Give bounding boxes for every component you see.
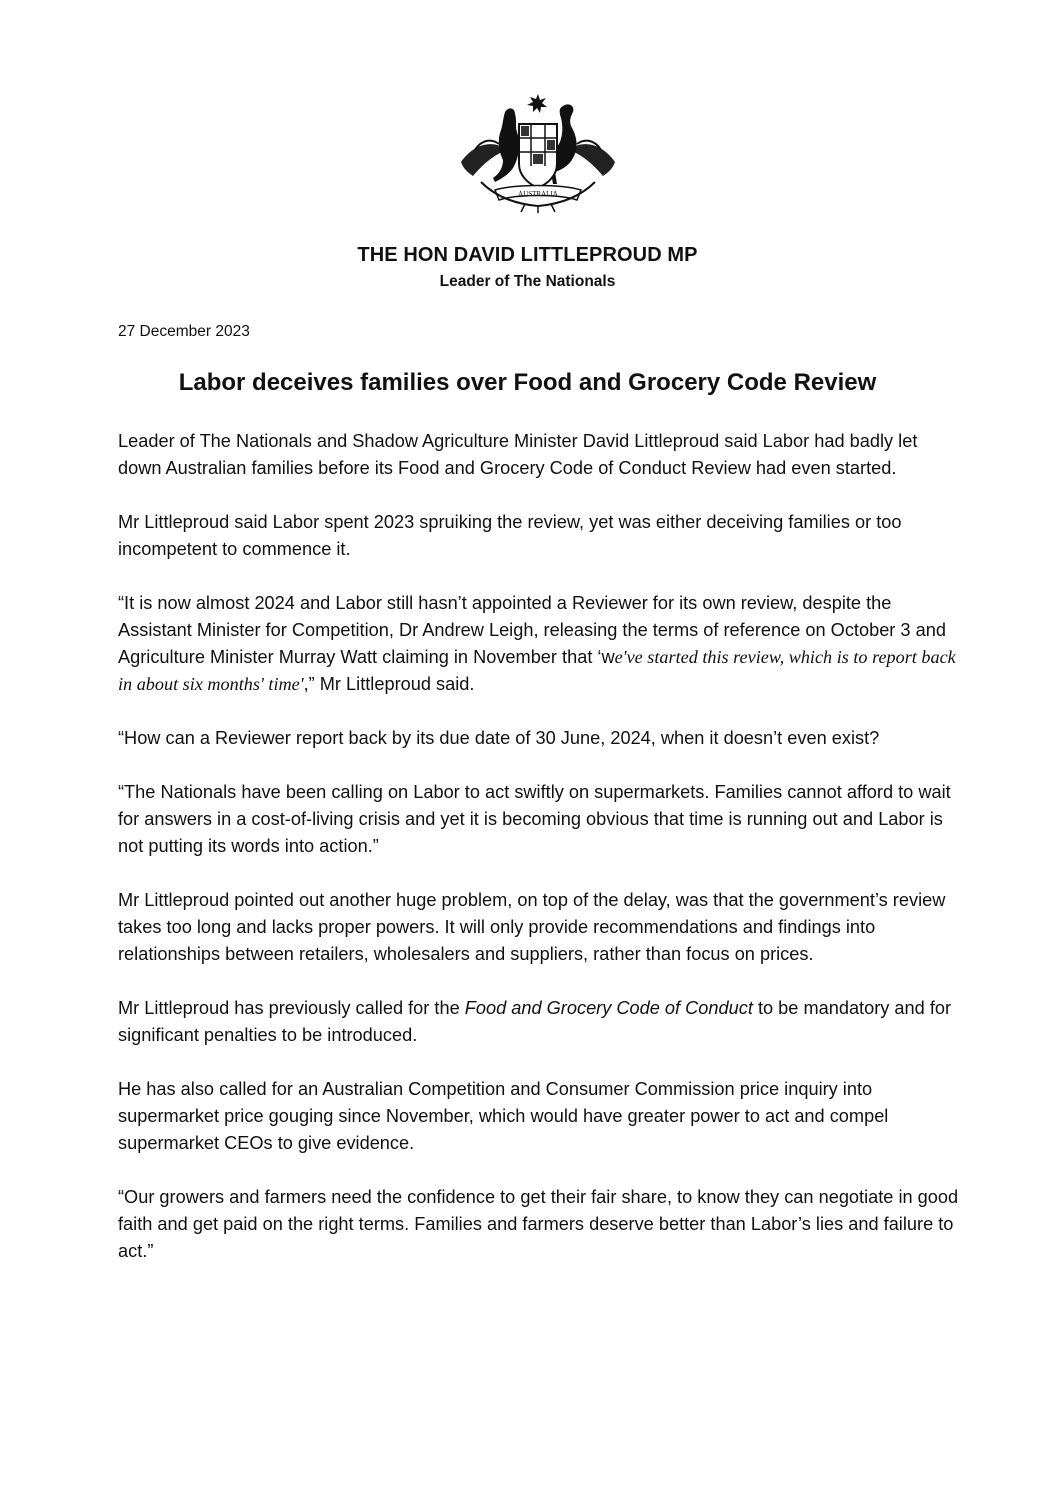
- paragraph-7-lead: Mr Littleproud has previously called for the: [118, 998, 465, 1018]
- mp-role: Leader of The Nationals: [439, 273, 616, 290]
- mp-name: THE HON DAVID LITTLEPROUD MP: [357, 244, 698, 266]
- paragraph-6: Mr Littleproud pointed out another huge problem, on top of the delay, was that the government’s review takes too long and lacks proper powers. It will only provide recommendations and findings into relationships between retailers, wholesalers and suppliers, rather than focus on prices.: [118, 890, 946, 964]
- paragraph-8: He has also called for an Australian Competition and Consumer Commission price inquiry into supermarket price gouging since November, which would have greater power to act and compel supermarket CEOs to give evidence.: [118, 1079, 889, 1153]
- paragraph-3: [118, 590, 963, 698]
- paragraph-7-tail: to be mandatory and for significant penalties to be introduced.: [118, 998, 952, 1045]
- paragraph-2: Mr Littleproud said Labor spent 2023 spruiking the review, yet was either deceiving families or too incompetent to commence it.: [118, 512, 902, 559]
- paragraph-9: “Our growers and farmers need the confidence to get their fair share, to know they can negotiate in good faith and get paid on the right terms. Families and farmers deserve better than Labor’s lies and failure to act.”: [118, 1187, 959, 1261]
- paragraph-7: [118, 995, 963, 1049]
- paragraph-3-quote: e've started this review, which is to report back in about six months' time': [118, 647, 956, 694]
- paragraph-3-tail: ,” Mr Littleproud said.: [303, 674, 475, 694]
- coat-of-arms-icon: [455, 92, 621, 214]
- release-date: 27 December 2023: [118, 323, 250, 340]
- paragraph-1: Leader of The Nationals and Shadow Agriculture Minister David Littleproud said Labor had badly let down Australian families before its Food and Grocery Code of Conduct Review had even started.: [118, 431, 918, 478]
- paragraph-3-lead: “It is now almost 2024 and Labor still hasn’t appointed a Reviewer for its own review, despite the Assistant Minister for Competition, Dr Andrew Leigh, releasing the terms of reference on October 3 and Agriculture Minister Murray Watt claiming in November that ‘w: [118, 593, 946, 667]
- release-body: [118, 428, 963, 1292]
- paragraph-7-code-name: Food and Grocery Code of Conduct: [464, 998, 753, 1018]
- release-title: Labor deceives families over Food and Grocery Code Review: [178, 369, 877, 396]
- paragraph-4: “How can a Reviewer report back by its due date of 30 June, 2024, when it doesn’t even exist?: [118, 728, 880, 748]
- paragraph-5: “The Nationals have been calling on Labor to act swiftly on supermarkets. Families cannot afford to wait for answers in a cost-of-living crisis and yet it is becoming obvious that time is running out and Labor is not putting its words into action.”: [118, 782, 951, 856]
- crest-scroll-text: AUSTRALIA: [518, 190, 558, 198]
